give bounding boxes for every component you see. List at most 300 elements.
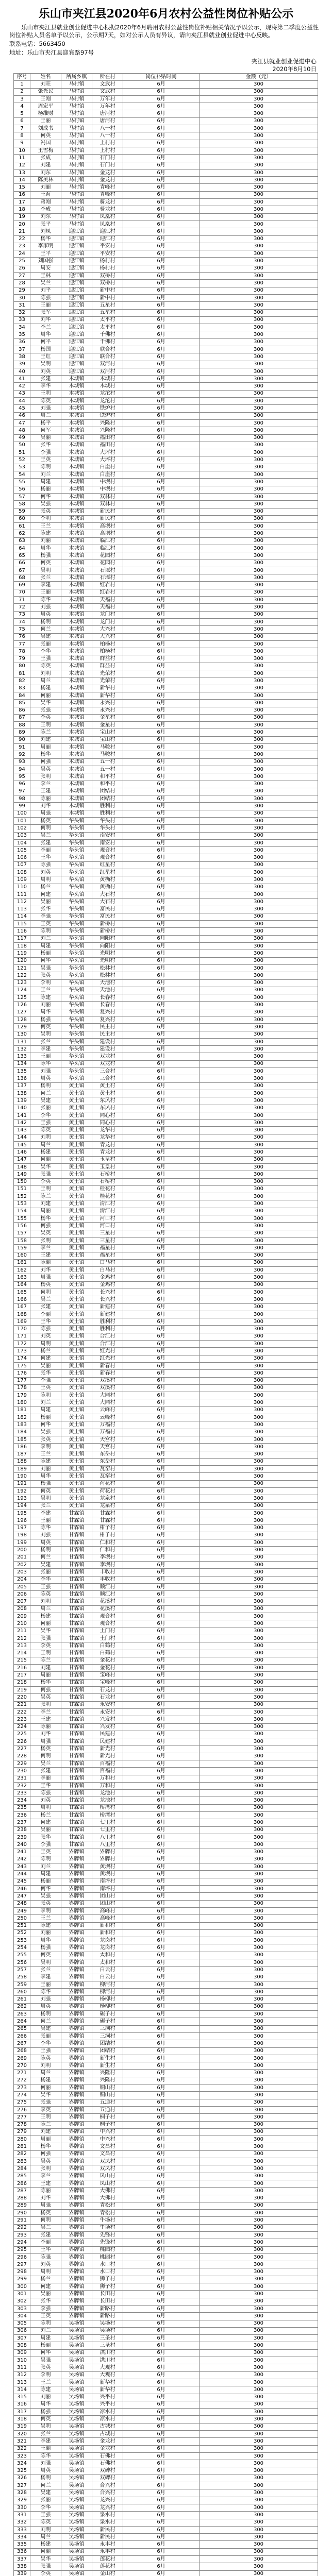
cell-name: 王红 bbox=[30, 353, 61, 361]
cell-index: 90 bbox=[14, 736, 30, 743]
cell-town: 甘霖镇 bbox=[61, 1657, 92, 1664]
cell-village: 金龙村 bbox=[92, 177, 123, 184]
table-row bbox=[14, 265, 318, 272]
cell-village: 三星村 bbox=[92, 1230, 123, 1237]
table-row bbox=[14, 729, 318, 736]
cell-town: 黄土镇 bbox=[61, 1502, 92, 1510]
cell-town: 吴场镇 bbox=[61, 2460, 92, 2467]
cell-village: 光荣村 bbox=[92, 677, 123, 685]
cell-name: 陈建 bbox=[30, 1458, 61, 1465]
cell-name: 王明 bbox=[30, 1185, 61, 1193]
cell-index: 314 bbox=[14, 2386, 30, 2394]
cell-name: 刘华 bbox=[30, 1731, 61, 1738]
cell-period: 6月 bbox=[123, 1871, 200, 1878]
cell-name: 陈华 bbox=[30, 2452, 61, 2460]
table-row bbox=[14, 1841, 318, 1849]
cell-name: 张华 bbox=[30, 1370, 61, 1377]
cell-town: 木城镇 bbox=[61, 582, 92, 589]
cell-period: 6月 bbox=[123, 1318, 200, 1326]
cell-period: 6月 bbox=[123, 810, 200, 817]
cell-name: 吴明 bbox=[30, 2423, 61, 2430]
cell-village: 中坝村 bbox=[92, 479, 123, 486]
cell-index: 37 bbox=[14, 346, 30, 353]
table-row bbox=[14, 2047, 318, 2055]
cell-village: 铁炉村 bbox=[92, 405, 123, 412]
cell-town: 吴场镇 bbox=[61, 2409, 92, 2416]
cell-amount: 300 bbox=[200, 1524, 318, 1532]
cell-name: 陈丽 bbox=[30, 795, 61, 803]
cell-village: 新建村 bbox=[92, 1311, 123, 1318]
cell-amount: 300 bbox=[200, 1665, 318, 1672]
cell-index: 147 bbox=[14, 1156, 30, 1163]
cell-name: 张强 bbox=[30, 2099, 61, 2106]
table-row bbox=[14, 839, 318, 846]
cell-name: 刘建 bbox=[30, 1665, 61, 1672]
cell-index: 45 bbox=[14, 405, 30, 412]
cell-name: 王雪梅 bbox=[30, 147, 61, 154]
cell-index: 273 bbox=[14, 2084, 30, 2092]
cell-period: 6月 bbox=[123, 1451, 200, 1458]
cell-period: 6月 bbox=[123, 700, 200, 707]
cell-town: 界牌镇 bbox=[61, 1974, 92, 1981]
cell-amount: 300 bbox=[200, 913, 318, 920]
cell-index: 198 bbox=[14, 1532, 30, 1539]
cell-index: 320 bbox=[14, 2431, 30, 2438]
table-row bbox=[14, 110, 318, 117]
cell-town: 甘霖镇 bbox=[61, 1642, 92, 1650]
cell-period: 6月 bbox=[123, 913, 200, 920]
cell-name: 何华 bbox=[30, 2349, 61, 2357]
cell-period: 6月 bbox=[123, 2335, 200, 2342]
cell-village: 南安村 bbox=[92, 839, 123, 846]
cell-period: 6月 bbox=[123, 1046, 200, 1053]
cell-village: 红光村 bbox=[92, 1348, 123, 1355]
cell-period: 6月 bbox=[123, 994, 200, 1002]
notice-paragraph: 乐山市夹江县就业创业促进中心根据2020年6月聘用农村公益性岗位补贴相关情况予以公示，现将第二季度公益性岗位补贴人员名单予以公示，公示期7天，如对公示人员有异议，请向夹江县就业创业促进中心反映。 bbox=[9, 24, 319, 39]
cell-village: 文武村 bbox=[92, 88, 123, 95]
cell-period: 6月 bbox=[123, 1790, 200, 1797]
cell-amount: 300 bbox=[200, 1510, 318, 1517]
cell-period: 6月 bbox=[123, 589, 200, 596]
cell-town: 甘霖镇 bbox=[61, 1701, 92, 1708]
table-row bbox=[14, 2150, 318, 2158]
cell-amount: 300 bbox=[200, 1871, 318, 1878]
cell-period: 6月 bbox=[123, 1075, 200, 1082]
table-row bbox=[14, 419, 318, 427]
cell-town: 华头镇 bbox=[61, 1009, 92, 1016]
table-row bbox=[14, 2357, 318, 2364]
cell-index: 255 bbox=[14, 1952, 30, 1959]
cell-amount: 300 bbox=[200, 1974, 318, 1981]
cell-index: 22 bbox=[14, 235, 30, 243]
cell-village: 胜利村 bbox=[92, 1326, 123, 1333]
cell-village: 龙池村 bbox=[92, 1797, 123, 1804]
cell-amount: 300 bbox=[200, 2011, 318, 2018]
cell-town: 木城镇 bbox=[61, 574, 92, 582]
cell-village: 团结村 bbox=[92, 795, 123, 803]
cell-town: 木城镇 bbox=[61, 714, 92, 721]
cell-period: 6月 bbox=[123, 1230, 200, 1237]
cell-index: 282 bbox=[14, 2150, 30, 2158]
cell-amount: 300 bbox=[200, 1583, 318, 1590]
cell-village: 兴隆村 bbox=[92, 2070, 123, 2077]
cell-index: 102 bbox=[14, 825, 30, 832]
cell-town: 马村镇 bbox=[61, 191, 92, 198]
cell-village: 临江村 bbox=[92, 537, 123, 545]
cell-amount: 300 bbox=[200, 1068, 318, 1075]
cell-amount: 300 bbox=[200, 1348, 318, 1355]
cell-index: 313 bbox=[14, 2379, 30, 2386]
cell-name: 周丽 bbox=[30, 1672, 61, 1679]
cell-name: 张丽 bbox=[30, 2032, 61, 2040]
cell-name: 陈英 bbox=[30, 2519, 61, 2526]
cell-name: 何英 bbox=[30, 132, 61, 140]
cell-period: 6月 bbox=[123, 1723, 200, 1731]
cell-index: 36 bbox=[14, 338, 30, 346]
cell-town: 黄土镇 bbox=[61, 1120, 92, 1127]
cell-index: 157 bbox=[14, 1230, 30, 1237]
cell-town: 界牌镇 bbox=[61, 2313, 92, 2320]
cell-town: 马村镇 bbox=[61, 155, 92, 162]
cell-index: 136 bbox=[14, 1075, 30, 1082]
cell-amount: 300 bbox=[200, 1679, 318, 1686]
cell-name: 吴丽 bbox=[30, 899, 61, 906]
cell-period: 6月 bbox=[123, 2202, 200, 2209]
cell-period: 6月 bbox=[123, 1701, 200, 1708]
cell-index: 48 bbox=[14, 427, 30, 434]
cell-town: 华头镇 bbox=[61, 1068, 92, 1075]
table-row bbox=[14, 2548, 318, 2555]
cell-index: 202 bbox=[14, 1561, 30, 1568]
cell-index: 334 bbox=[14, 2534, 30, 2541]
table-row bbox=[14, 1406, 318, 1414]
cell-amount: 300 bbox=[200, 2556, 318, 2563]
cell-village: 瓦窑村 bbox=[92, 1466, 123, 1473]
cell-village: 向阳村 bbox=[92, 943, 123, 950]
cell-period: 6月 bbox=[123, 427, 200, 434]
cell-index: 330 bbox=[14, 2504, 30, 2511]
cell-index: 258 bbox=[14, 1974, 30, 1981]
table-row bbox=[14, 1834, 318, 1841]
cell-town: 迎江镇 bbox=[61, 235, 92, 243]
table-row bbox=[14, 1708, 318, 1716]
cell-town: 马村镇 bbox=[61, 221, 92, 228]
cell-town: 界牌镇 bbox=[61, 2018, 92, 2025]
cell-index: 237 bbox=[14, 1819, 30, 1826]
table-row bbox=[14, 1451, 318, 1458]
cell-name: 陈明 bbox=[30, 464, 61, 471]
cell-index: 159 bbox=[14, 1245, 30, 1252]
cell-village: 富民村 bbox=[92, 906, 123, 913]
cell-name: 刘明 bbox=[30, 670, 61, 677]
cell-village: 新中村 bbox=[92, 287, 123, 294]
cell-town: 木城镇 bbox=[61, 508, 92, 515]
cell-name: 杨建 bbox=[30, 2541, 61, 2548]
cell-town: 黄土镇 bbox=[61, 1163, 92, 1171]
cell-name: 李建 bbox=[30, 2438, 61, 2445]
cell-town: 界牌镇 bbox=[61, 2246, 92, 2253]
cell-index: 6 bbox=[14, 117, 30, 125]
cell-name: 杨兰 bbox=[30, 1812, 61, 1819]
cell-name: 吴丽 bbox=[30, 434, 61, 442]
cell-period: 6月 bbox=[123, 1421, 200, 1429]
cell-index: 207 bbox=[14, 1598, 30, 1605]
cell-name: 何明 bbox=[30, 2217, 61, 2224]
cell-village: 新桥村 bbox=[92, 928, 123, 935]
cell-index: 82 bbox=[14, 677, 30, 685]
cell-name: 周华 bbox=[30, 1937, 61, 1944]
cell-town: 界牌镇 bbox=[61, 1856, 92, 1863]
cell-amount: 300 bbox=[200, 2423, 318, 2430]
cell-amount: 300 bbox=[200, 1716, 318, 1723]
cell-town: 甘霖镇 bbox=[61, 1650, 92, 1657]
page-title: 乐山市夹江县2020年6月农村公益性岗位补贴公示 bbox=[38, 7, 294, 21]
table-row bbox=[14, 884, 318, 891]
table-row bbox=[14, 1009, 318, 1016]
cell-period: 6月 bbox=[123, 1031, 200, 1038]
cell-index: 308 bbox=[14, 2342, 30, 2349]
table-row bbox=[14, 2313, 318, 2320]
cell-name: 刘强 bbox=[30, 604, 61, 611]
cell-period: 6月 bbox=[123, 1097, 200, 1105]
cell-name: 吴强 bbox=[30, 2357, 61, 2364]
cell-name: 张兰 bbox=[30, 1038, 61, 1045]
cell-town: 黄土镇 bbox=[61, 1466, 92, 1473]
cell-index: 326 bbox=[14, 2475, 30, 2482]
table-row bbox=[14, 1274, 318, 1281]
cell-village: 宝峰村 bbox=[92, 1679, 123, 1686]
table-row bbox=[14, 1024, 318, 1031]
table-row bbox=[14, 2342, 318, 2349]
cell-period: 6月 bbox=[123, 979, 200, 987]
cell-index: 14 bbox=[14, 177, 30, 184]
cell-amount: 300 bbox=[200, 1142, 318, 1149]
table-row bbox=[14, 2217, 318, 2224]
cell-amount: 300 bbox=[200, 221, 318, 228]
cell-amount: 300 bbox=[200, 1156, 318, 1163]
table-row bbox=[14, 1598, 318, 1605]
cell-village: 宝山村 bbox=[92, 736, 123, 743]
cell-name: 王强 bbox=[30, 2512, 61, 2519]
cell-period: 6月 bbox=[123, 2047, 200, 2055]
cell-period: 6月 bbox=[123, 2210, 200, 2217]
table-row bbox=[14, 781, 318, 788]
cell-name: 李英 bbox=[30, 2106, 61, 2113]
cell-amount: 300 bbox=[200, 707, 318, 714]
cell-village: 太平村 bbox=[92, 316, 123, 324]
cell-town: 吴场镇 bbox=[61, 2541, 92, 2548]
table-row bbox=[14, 1554, 318, 1561]
cell-name: 吴明 bbox=[30, 1959, 61, 1967]
table-row bbox=[14, 2011, 318, 2018]
cell-town: 吴场镇 bbox=[61, 2489, 92, 2497]
cell-name: 陈兰 bbox=[30, 1193, 61, 1200]
cell-name: 吴明 bbox=[30, 1495, 61, 1502]
cell-town: 华头镇 bbox=[61, 994, 92, 1002]
table-row bbox=[14, 2099, 318, 2106]
cell-town: 黄土镇 bbox=[61, 1237, 92, 1244]
cell-period: 6月 bbox=[123, 2489, 200, 2497]
cell-index: 170 bbox=[14, 1326, 30, 1333]
cell-period: 6月 bbox=[123, 191, 200, 198]
cell-town: 吴场镇 bbox=[61, 2431, 92, 2438]
cell-name: 杨英 bbox=[30, 1745, 61, 1753]
cell-index: 328 bbox=[14, 2489, 30, 2497]
table-row bbox=[14, 766, 318, 773]
cell-town: 华头镇 bbox=[61, 913, 92, 920]
cell-village: 太和村 bbox=[92, 1959, 123, 1967]
cell-index: 339 bbox=[14, 2570, 30, 2576]
cell-town: 界牌镇 bbox=[61, 2268, 92, 2276]
cell-name: 吴丽 bbox=[30, 1826, 61, 1834]
cell-village: 三洞村 bbox=[92, 2025, 123, 2032]
cell-town: 甘霖镇 bbox=[61, 1708, 92, 1716]
cell-amount: 300 bbox=[200, 2519, 318, 2526]
cell-amount: 300 bbox=[200, 2497, 318, 2504]
cell-name: 杨华 bbox=[30, 2143, 61, 2150]
cell-period: 6月 bbox=[123, 1348, 200, 1355]
cell-village: 胜利村 bbox=[92, 1318, 123, 1326]
cell-town: 黄土镇 bbox=[61, 1230, 92, 1237]
cell-index: 72 bbox=[14, 604, 30, 611]
cell-index: 247 bbox=[14, 1893, 30, 1900]
cell-index: 245 bbox=[14, 1878, 30, 1885]
table-row bbox=[14, 456, 318, 464]
cell-amount: 300 bbox=[200, 1215, 318, 1223]
cell-town: 马村镇 bbox=[61, 169, 92, 176]
table-row bbox=[14, 545, 318, 552]
table-row bbox=[14, 1060, 318, 1067]
cell-village: 三星村 bbox=[92, 1237, 123, 1244]
cell-index: 193 bbox=[14, 1495, 30, 1502]
cell-name: 刘兰 bbox=[30, 935, 61, 942]
table-row bbox=[14, 1915, 318, 1922]
cell-period: 6月 bbox=[123, 1605, 200, 1613]
cell-village: 石门村 bbox=[92, 155, 123, 162]
cell-index: 192 bbox=[14, 1488, 30, 1495]
cell-village: 群益村 bbox=[92, 655, 123, 663]
cell-period: 6月 bbox=[123, 1326, 200, 1333]
cell-name: 何兰 bbox=[30, 1554, 61, 1561]
cell-name: 周兰 bbox=[30, 1142, 61, 1149]
cell-town: 黄土镇 bbox=[61, 1355, 92, 1362]
cell-amount: 300 bbox=[200, 943, 318, 950]
cell-name: 刘强 bbox=[30, 1068, 61, 1075]
cell-period: 6月 bbox=[123, 81, 200, 88]
cell-name: 王兰 bbox=[30, 1451, 61, 1458]
cell-town: 甘霖镇 bbox=[61, 1576, 92, 1583]
cell-index: 228 bbox=[14, 1753, 30, 1760]
cell-period: 6月 bbox=[123, 1112, 200, 1119]
cell-period: 6月 bbox=[123, 2150, 200, 2158]
cell-index: 222 bbox=[14, 1708, 30, 1716]
cell-town: 迎江镇 bbox=[61, 331, 92, 338]
cell-town: 界牌镇 bbox=[61, 2253, 92, 2261]
cell-index: 229 bbox=[14, 1760, 30, 1767]
cell-period: 6月 bbox=[123, 618, 200, 625]
cell-amount: 300 bbox=[200, 574, 318, 582]
table-row bbox=[14, 2349, 318, 2357]
cell-name: 吴兰 bbox=[30, 280, 61, 287]
cell-village: 华头村 bbox=[92, 825, 123, 832]
cell-name: 陈英 bbox=[30, 2055, 61, 2062]
cell-name: 王丽 bbox=[30, 1981, 61, 1988]
cell-name: 刘英 bbox=[30, 2261, 61, 2268]
table-row bbox=[14, 2195, 318, 2202]
cell-town: 黄土镇 bbox=[61, 1421, 92, 1429]
cell-period: 6月 bbox=[123, 464, 200, 471]
cell-name: 李强 bbox=[30, 913, 61, 920]
cell-amount: 300 bbox=[200, 346, 318, 353]
table-row bbox=[14, 471, 318, 479]
cell-name: 刘英 bbox=[30, 1797, 61, 1804]
cell-index: 81 bbox=[14, 670, 30, 677]
cell-village: 新华村 bbox=[92, 692, 123, 699]
cell-name: 何丽 bbox=[30, 692, 61, 699]
cell-village: 白鹤村 bbox=[92, 1650, 123, 1657]
cell-period: 6月 bbox=[123, 1502, 200, 1510]
cell-village: 复兴村 bbox=[92, 1009, 123, 1016]
cell-town: 马村镇 bbox=[61, 177, 92, 184]
cell-name: 李建 bbox=[30, 1046, 61, 1053]
cell-index: 78 bbox=[14, 648, 30, 655]
cell-village: 福田村 bbox=[92, 442, 123, 449]
cell-village: 柏杨村 bbox=[92, 648, 123, 655]
cell-town: 黄土镇 bbox=[61, 1333, 92, 1340]
cell-index: 144 bbox=[14, 1134, 30, 1141]
cell-index: 68 bbox=[14, 574, 30, 582]
cell-name: 李华 bbox=[30, 2504, 61, 2511]
cell-town: 迎江镇 bbox=[61, 258, 92, 265]
table-row bbox=[14, 376, 318, 383]
cell-village: 七里村 bbox=[92, 1819, 123, 1826]
cell-period: 6月 bbox=[123, 1753, 200, 1760]
cell-village: 胜利村 bbox=[92, 803, 123, 810]
cell-amount: 300 bbox=[200, 1768, 318, 1775]
cell-index: 91 bbox=[14, 744, 30, 751]
cell-period: 6月 bbox=[123, 316, 200, 324]
cell-town: 黄土镇 bbox=[61, 1414, 92, 1421]
cell-amount: 300 bbox=[200, 2032, 318, 2040]
cell-period: 6月 bbox=[123, 1893, 200, 1900]
cell-period: 6月 bbox=[123, 250, 200, 258]
cell-town: 界牌镇 bbox=[61, 2047, 92, 2055]
table-row bbox=[14, 957, 318, 964]
table-row bbox=[14, 655, 318, 663]
cell-village: 永兴村 bbox=[92, 700, 123, 707]
table-row bbox=[14, 574, 318, 582]
cell-village: 迎江村 bbox=[92, 235, 123, 243]
cell-name: 陈强 bbox=[30, 2253, 61, 2261]
cell-period: 6月 bbox=[123, 2394, 200, 2401]
cell-period: 6月 bbox=[123, 1296, 200, 1303]
cell-period: 6月 bbox=[123, 2077, 200, 2084]
cell-period: 6月 bbox=[123, 1341, 200, 1348]
cell-village: 新华村 bbox=[92, 2386, 123, 2394]
cell-period: 6月 bbox=[123, 169, 200, 176]
cell-village: 土门村 bbox=[92, 1635, 123, 1642]
cell-name: 蒋刚 bbox=[30, 199, 61, 206]
cell-amount: 300 bbox=[200, 1318, 318, 1326]
cell-village: 黄土村 bbox=[92, 1082, 123, 1090]
cell-town: 黄土镇 bbox=[61, 1105, 92, 1112]
cell-index: 10 bbox=[14, 147, 30, 154]
cell-village: 万年村 bbox=[92, 95, 123, 103]
cell-index: 323 bbox=[14, 2452, 30, 2460]
cell-amount: 300 bbox=[200, 412, 318, 419]
cell-town: 甘霖镇 bbox=[61, 1583, 92, 1590]
cell-amount: 300 bbox=[200, 604, 318, 611]
